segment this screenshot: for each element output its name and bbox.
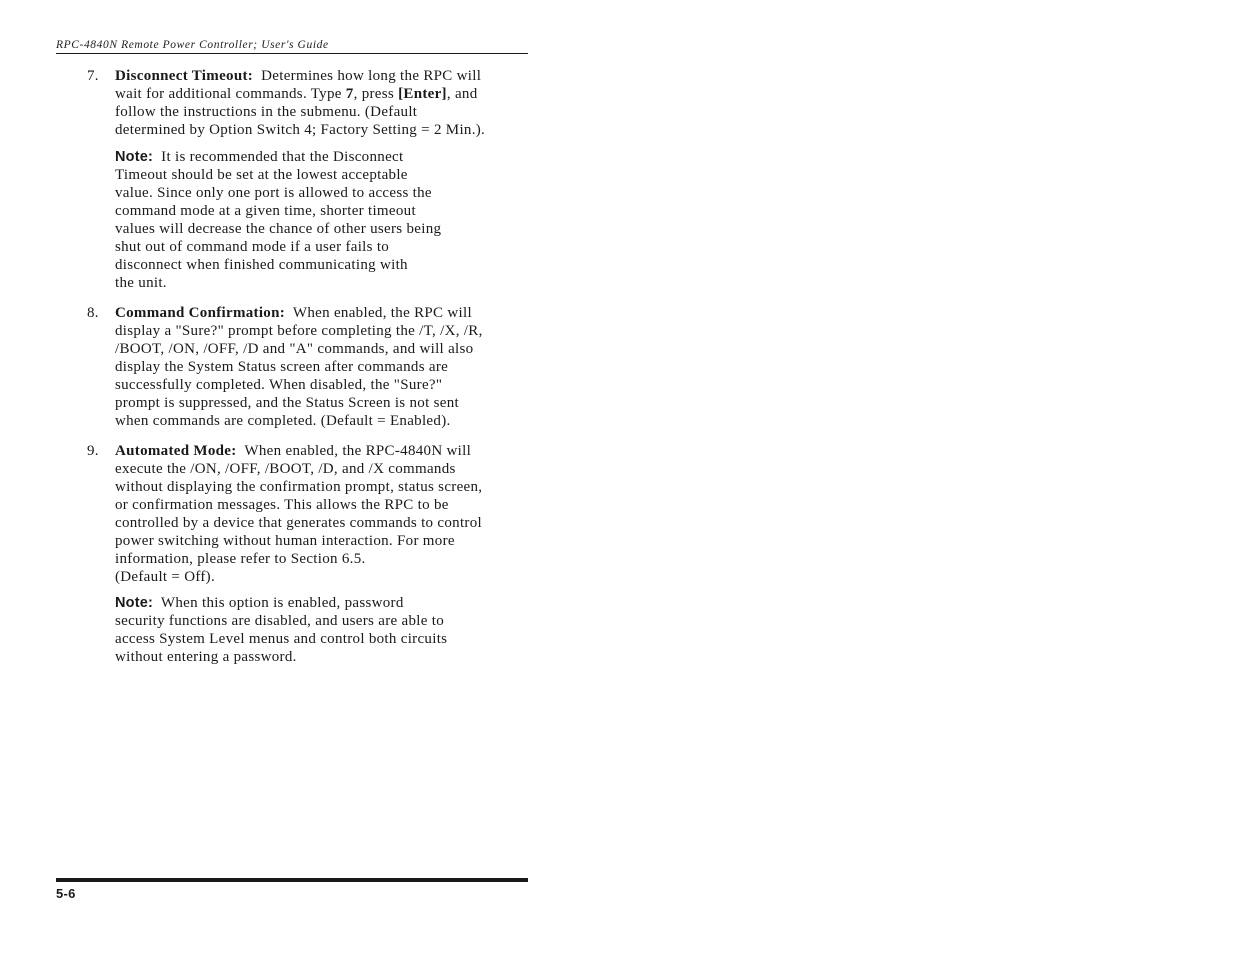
- note-text-line: the unit.: [115, 275, 167, 291]
- page-number: 5-6: [56, 886, 76, 901]
- item-text-line: Determines how long the RPC will: [261, 68, 482, 84]
- item-text-line: successfully completed. When disabled, the "Sure?": [115, 377, 443, 393]
- item-text-line: determined by Option Switch 4; Factory Setting = 2 Min.).: [115, 122, 486, 138]
- item-text-line: follow the instructions in the submenu. (Default: [115, 104, 418, 120]
- note-text-line: shut out of command mode if a user fails to: [115, 239, 390, 255]
- note-text-line: command mode at a given time, shorter timeout: [115, 203, 416, 219]
- note-text-line: Timeout should be set at the lowest acceptable: [115, 167, 408, 183]
- item-text-line: without displaying the confirmation prompt, status screen,: [115, 479, 483, 495]
- item-body: [115, 304, 532, 430]
- item-text-line: information, please refer to Section 6.5.: [115, 551, 366, 567]
- item-text-line: (Default = Off).: [115, 569, 216, 585]
- note-text-line: value. Since only one port is allowed to access the: [115, 185, 432, 201]
- note-text-line: without entering a password.: [115, 649, 297, 665]
- note-disconnect-timeout: [115, 148, 495, 292]
- inline-key: 7: [345, 86, 354, 102]
- item-text-line: when commands are completed. (Default = Enabled).: [115, 413, 451, 429]
- note-text-line: security functions are disabled, and users are able to: [115, 613, 445, 629]
- item-title: Disconnect Timeout:: [115, 68, 254, 84]
- item-title: Automated Mode:: [115, 443, 237, 459]
- item-number: 9.: [87, 443, 99, 459]
- note-automated-mode: [115, 594, 495, 666]
- item-text-line: When enabled, the RPC-4840N will: [244, 443, 472, 459]
- item-text-line: power switching without human interaction. For more: [115, 533, 455, 549]
- running-header: RPC-4840N Remote Power Controller; User's Guide: [56, 39, 528, 54]
- item-text-line: or confirmation messages. This allows the RPC to be: [115, 497, 449, 513]
- item-text-line: controlled by a device that generates commands to control: [115, 515, 482, 531]
- item-body: [115, 442, 532, 586]
- item-text-line: wait for additional commands. Type: [115, 86, 346, 102]
- item-text-line: When enabled, the RPC will: [292, 305, 472, 321]
- note-text-line: When this option is enabled, password: [160, 595, 404, 611]
- item-title: Command Confirmation:: [115, 305, 286, 321]
- item-number: 8.: [87, 305, 99, 321]
- inline-text: , and: [446, 86, 478, 102]
- note-text-line: disconnect when finished communicating with: [115, 257, 408, 273]
- footer-rule: [56, 878, 528, 882]
- note-text-line: values will decrease the chance of other users being: [115, 221, 442, 237]
- note-label: Note:: [115, 595, 154, 611]
- item-text-line: prompt is suppressed, and the Status Screen is not sent: [115, 395, 459, 411]
- note-label: Note:: [115, 149, 154, 165]
- item-number: 7.: [87, 68, 99, 84]
- item-text-line: display a "Sure?" prompt before completing the /T, /X, /R,: [115, 323, 483, 339]
- note-text-line: It is recommended that the Disconnect: [161, 149, 404, 165]
- item-text-line: display the System Status screen after commands are: [115, 359, 449, 375]
- item-text-line: /BOOT, /ON, /OFF, /D and "A" commands, and will also: [115, 341, 474, 357]
- note-text-line: access System Level menus and control both circuits: [115, 631, 448, 647]
- inline-text: , press: [353, 86, 399, 102]
- inline-enter-key: [Enter]: [398, 86, 447, 102]
- item-body: [115, 67, 532, 139]
- item-text-line: execute the /ON, /OFF, /BOOT, /D, and /X commands: [115, 461, 456, 477]
